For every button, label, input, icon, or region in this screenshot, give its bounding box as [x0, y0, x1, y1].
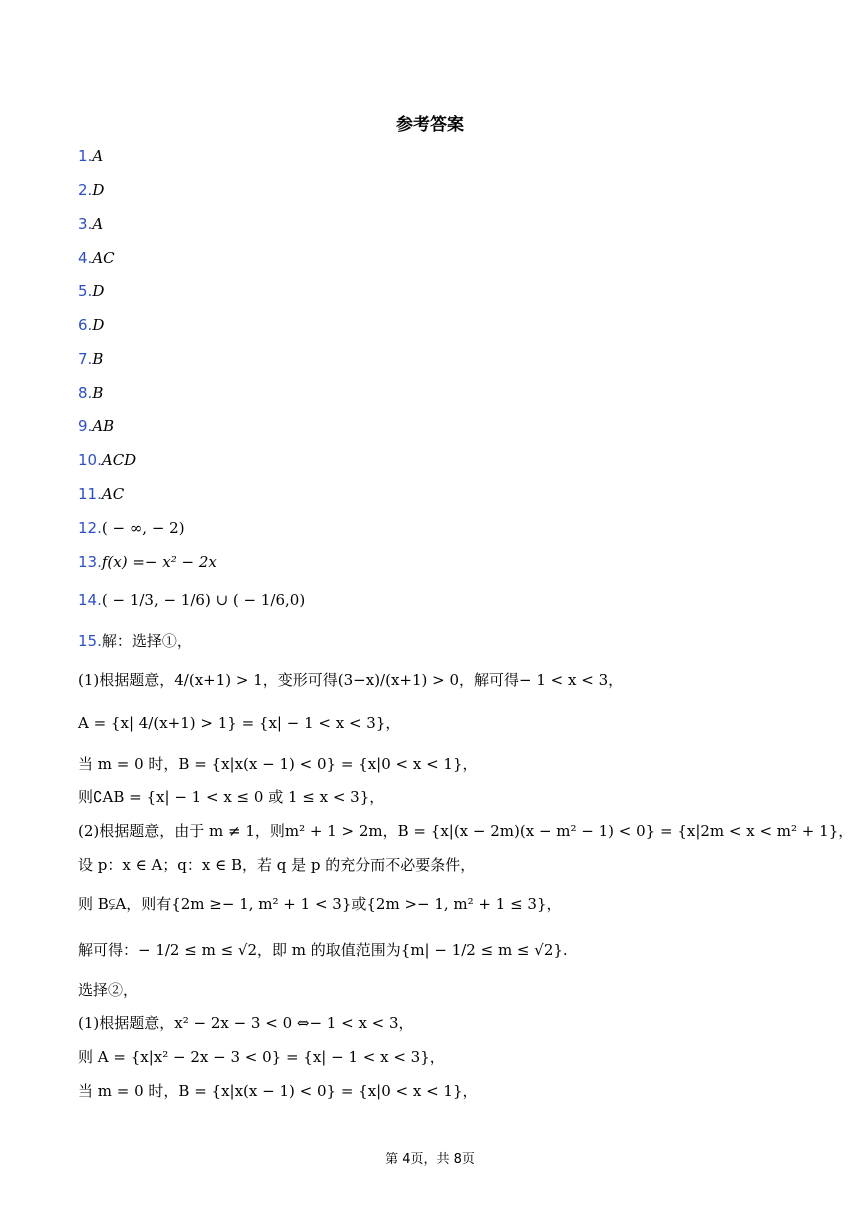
solution-line-11: 则 A = {x|x² − 2x − 3 < 0} = {x| − 1 < x < 3}， [78, 1048, 445, 1066]
answer-5: 5.D [78, 282, 105, 300]
answer-15: 15.解：选择①， [78, 632, 192, 650]
answer-3: 3.A [78, 215, 104, 233]
answer-2: 2.D [78, 181, 105, 199]
solution-line-7: 则 B⫋A，则有{2m ≥− 1, m² + 1 < 3}或{2m >− 1, m² + 1 ≤ 3}， [78, 895, 562, 913]
solution-line-10: (1)根据题意，x² − 2x − 3 < 0 ⇔− 1 < x < 3， [78, 1014, 414, 1032]
answer-4: 4.AC [78, 249, 115, 267]
answer-13: 13.f(x) =− x² − 2x [78, 553, 217, 571]
page-title: 参考答案 [396, 115, 464, 135]
answer-11: 11.AC [78, 485, 125, 503]
solution-line-6: 设 p：x ∈ A；q：x ∈ B，若 q 是 p 的充分而不必要条件， [78, 856, 476, 874]
solution-line-5: (2)根据题意，由于 m ≠ 1，则m² + 1 > 2m，B = {x|(x − 2m)(x − m² − 1) < 0} = {x|2m < x < m² + 1}， [78, 822, 854, 840]
solution-line-1: (1)根据题意，4/(x+1) > 1，变形可得(3−x)/(x+1) > 0，解可得− 1 < x < 3， [78, 671, 624, 689]
answer-10: 10.ACD [78, 451, 137, 469]
solution-line-3: 当 m = 0 时，B = {x|x(x − 1) < 0} = {x|0 < x < 1}， [78, 755, 478, 773]
answer-12: 12.( − ∞, − 2) [78, 519, 185, 537]
solution-line-4: 则∁AB = {x| − 1 < x ≤ 0 或 1 ≤ x < 3}， [78, 788, 385, 806]
solution-line-12: 当 m = 0 时，B = {x|x(x − 1) < 0} = {x|0 < x < 1}， [78, 1082, 478, 1100]
answer-8: 8.B [78, 384, 104, 402]
solution-line-8: 解可得：− 1/2 ≤ m ≤ √2，即 m 的取值范围为{m| − 1/2 ≤ m ≤ √2}. [78, 941, 568, 959]
answer-6: 6.D [78, 316, 105, 334]
answer-7: 7.B [78, 350, 104, 368]
solution-line-2: A = {x| 4/(x+1) > 1} = {x| − 1 < x < 3}， [78, 714, 401, 732]
answer-9: 9.AB [78, 417, 115, 435]
solution-line-9: 选择②， [78, 981, 139, 999]
answer-1: 1.A [78, 147, 104, 165]
answer-14: 14.( − 1/3, − 1/6) ∪ ( − 1/6,0) [78, 591, 306, 609]
page-footer: 第 4页，共 8页 [385, 1152, 475, 1167]
